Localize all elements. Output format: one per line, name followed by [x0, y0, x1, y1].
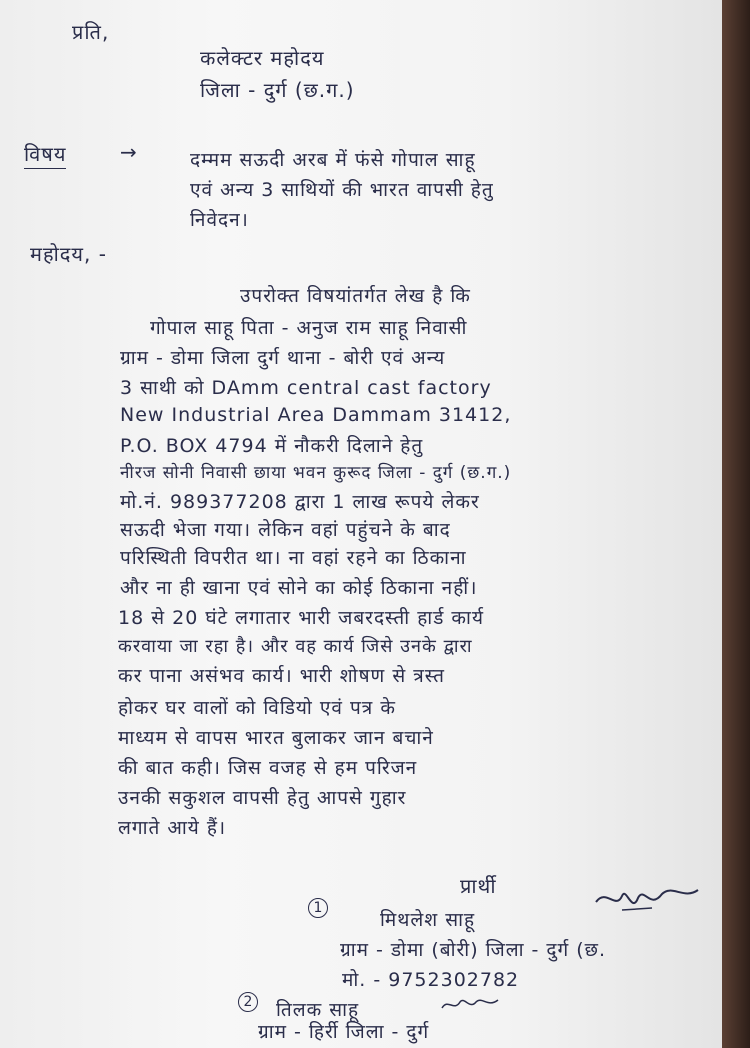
applicant-1-number: 1 — [308, 898, 328, 918]
desk-background — [722, 0, 750, 1048]
applicant-1-name: मिथलेश साहू — [380, 909, 476, 931]
subject-line-2: एवं अन्य 3 साथियों की भारत वापसी हेतु — [190, 179, 494, 201]
applicant-2-initials-mark — [440, 992, 500, 1016]
body-line: ग्राम - डोमा जिला दुर्ग थाना - बोरी एवं अन्य — [120, 347, 446, 369]
applicant-1-phone: मो. - 9752302782 — [342, 969, 520, 991]
body-line: P.O. BOX 4794 में नौकरी दिलाने हेतु — [120, 435, 424, 457]
applicant-2-number: 2 — [238, 992, 258, 1012]
addressee-title: कलेक्टर महोदय — [200, 46, 325, 70]
applicant-1-address: ग्राम - डोमा (बोरी) जिला - दुर्ग (छ. — [340, 939, 607, 961]
body-line: नीरज सोनी निवासी छाया भवन कुरूद जिला - दुर्ग (छ.ग.) — [120, 463, 512, 483]
body-line: और ना ही खाना एवं सोने का कोई ठिकाना नहीं। — [120, 577, 478, 599]
body-line: की बात कही। जिस वजह से हम परिजन — [118, 757, 418, 779]
body-line: परिस्थिती विपरीत था। ना वहां रहने का ठिकाना — [120, 547, 467, 569]
body-line: 3 साथी को DAmm central cast factory — [120, 377, 492, 399]
applicant-2-address: ग्राम - हिर्री जिला - दुर्ग — [258, 1021, 430, 1043]
subject-label: विषय — [24, 140, 66, 169]
body-line: लगाते आये हैं। — [118, 817, 227, 839]
signature-mark — [592, 880, 702, 920]
salutation: महोदय, - — [30, 242, 107, 266]
subject-arrow: → — [120, 140, 138, 164]
body-line: मो.नं. 989377208 द्वारा 1 लाख रूपये लेकर — [120, 491, 480, 513]
closing: प्रार्थी — [460, 874, 497, 898]
applicant-2-name: तिलक साहू — [276, 999, 360, 1021]
subject-line-1: दम्मम सऊदी अरब में फंसे गोपाल साहू — [190, 149, 476, 171]
body-line: माध्यम से वापस भारत बुलाकर जान बचाने — [118, 727, 434, 749]
body-line: कर पाना असंभव कार्य। भारी शोषण से त्रस्त — [118, 665, 445, 687]
body-line: होकर घर वालों को विडियो एवं पत्र के — [118, 697, 396, 719]
body-line: सऊदी भेजा गया। लेकिन वहां पहुंचने के बाद — [120, 519, 451, 541]
addressee-district: जिला - दुर्ग (छ.ग.) — [200, 78, 355, 102]
body-line: करवाया जा रहा है। और वह कार्य जिसे उनके द्वारा — [118, 636, 473, 657]
body-line: 18 से 20 घंटे लगातार भारी जबरदस्ती हार्ड कार्य — [118, 607, 484, 629]
body-line: उपरोक्त विषयांतर्गत लेख है कि — [240, 285, 471, 307]
body-line: New Industrial Area Dammam 31412, — [120, 404, 512, 426]
subject-line-3: निवेदन। — [190, 209, 249, 231]
addressee-prefix: प्रति, — [72, 20, 110, 44]
body-line: उनकी सकुशल वापसी हेतु आपसे गुहार — [118, 787, 407, 809]
body-line: गोपाल साहू पिता - अनुज राम साहू निवासी — [150, 317, 468, 339]
